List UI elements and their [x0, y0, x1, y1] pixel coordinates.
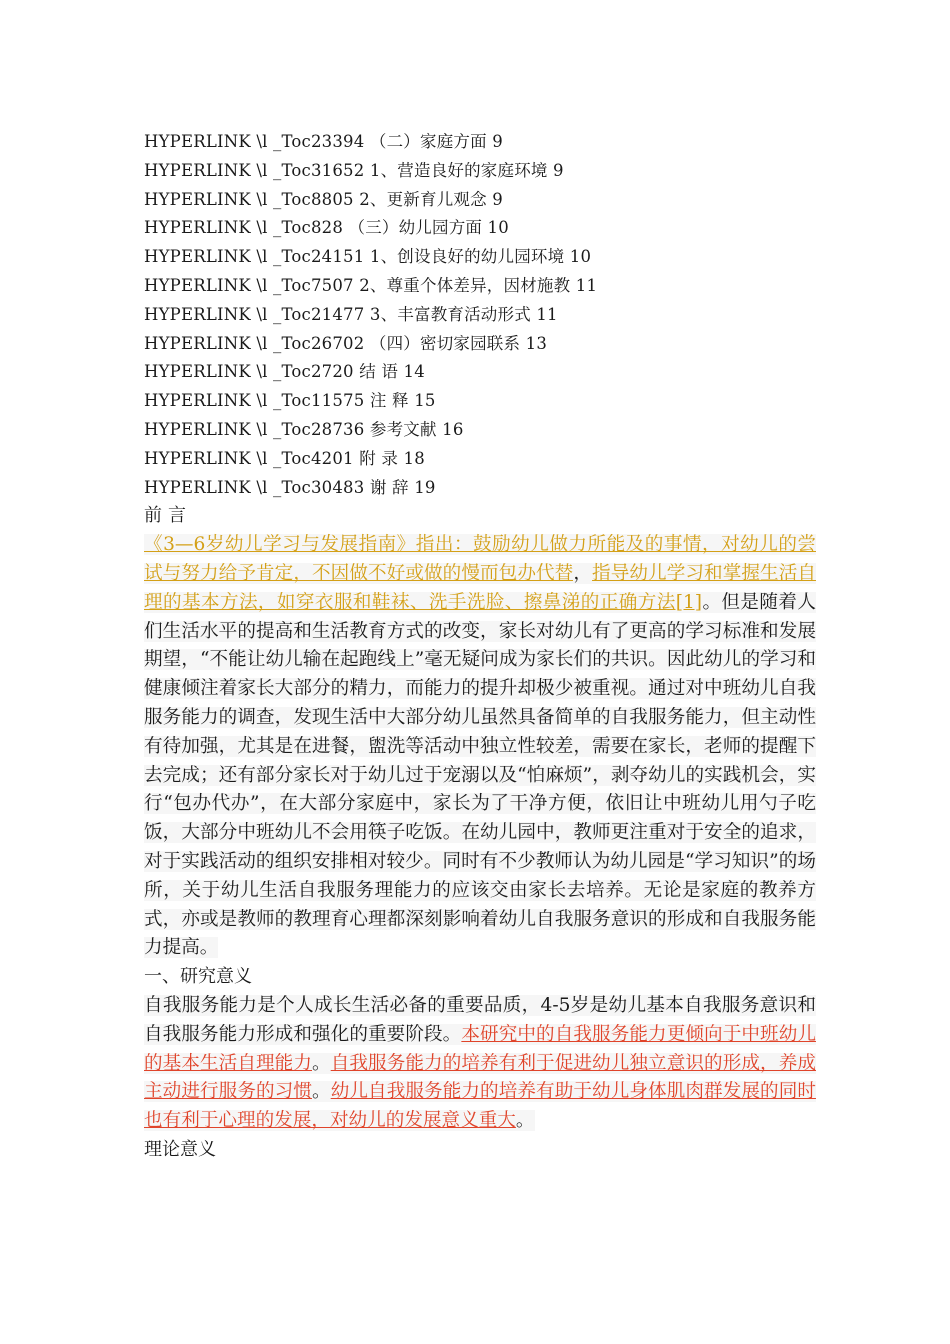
preface-paragraph: [144, 531, 816, 963]
toc-entry[interactable]: HYPERLINK \l _Toc8805 2、更新育儿观念 9: [144, 189, 503, 209]
toc-entry[interactable]: HYPERLINK \l _Toc4201 附 录 18: [144, 448, 425, 468]
toc-entry[interactable]: HYPERLINK \l _Toc31652 1、营造良好的家庭环境 9: [144, 160, 564, 180]
separator-text: 。: [515, 1110, 535, 1132]
development-link[interactable]: 幼儿自我服务能力的培养有助于幼儿身体肌肉群发展的同时也有利于心理的发展，对幼儿的发展意义重大: [144, 1081, 816, 1132]
preface-heading: 前言: [144, 505, 192, 527]
table-of-contents: [144, 128, 816, 502]
toc-entry[interactable]: HYPERLINK \l _Toc21477 3、丰富教育活动形式 11: [144, 304, 558, 324]
guideline-method-link[interactable]: 指导幼儿学习和掌握生活自理的基本方法，如穿衣服和鞋袜、洗手洗脸、擦鼻涕的正确方法[1]: [144, 562, 816, 613]
self-care-definition-link[interactable]: 本研究中的自我服务能力更倾向于中班幼儿的基本生活自理能力: [144, 1023, 816, 1074]
toc-entry[interactable]: HYPERLINK \l _Toc24151 1、创设良好的幼儿园环境 10: [144, 247, 592, 267]
separator-text: 。: [312, 1052, 331, 1074]
toc-entry[interactable]: HYPERLINK \l _Toc28736 参考文献 16: [144, 419, 464, 439]
toc-entry[interactable]: HYPERLINK \l _Toc30483 谢 辞 19: [144, 477, 436, 497]
section-heading-research-significance: 一、研究意义: [144, 966, 252, 988]
toc-entry[interactable]: HYPERLINK \l _Toc828 （三）幼儿园方面 10: [144, 218, 509, 238]
research-intro-text: 自我服务能力是个人成长生活必备的重要品质，4-5岁是幼儿基本自我服务意识和自我服务能力形成和强化的重要阶段。: [144, 994, 816, 1045]
toc-entry[interactable]: HYPERLINK \l _Toc11575 注 释 15: [144, 391, 436, 411]
research-significance-paragraph: [144, 992, 816, 1136]
toc-entry[interactable]: HYPERLINK \l _Toc7507 2、尊重个体差异，因材施教 11: [144, 275, 598, 295]
subheading-theoretical-significance: 理论意义: [144, 1138, 216, 1160]
guideline-citation-link[interactable]: 《3—6岁幼儿学习与发展指南》指出：鼓励幼儿做力所能及的事情，对幼儿的尝试与努力给予肯定，不因做不好或做的慢而包办代替: [144, 534, 816, 584]
preface-body-text: 。但是随着人们生活水平的提高和生活教育方式的改变，家长对幼儿有了更高的学习标准和发展期望，“不能让幼儿输在起跑线上”毫无疑问成为家长们的共识。因此幼儿的学习和健康倾注着家长大部分的精力，而能力的提升却极少被重视。通过对中班幼儿自我服务能力的调查，发现生活中大部分幼儿虽然具备简单的自我服务能力，但主动性有待加强，尤其是在进餐，盥洗等活动中独立性较差，需要在家长，老师的提醒下去完成；还有部分家长对于幼儿过于宠溺以及“怕麻烦”，剥夺幼儿的实践机会，实行“包办代办”，在大部分家庭中，家长为了干净方便，依旧让中班幼儿用勺子吃饭，大部分中班幼儿不会用筷子吃饭。在幼儿园中，教师更注重对于安全的追求，对于实践活动的组织安排相对较少。同时有不少教师认为幼儿园是“学习知识”的场所，关于幼儿生活自我服务理能力的应该交由家长去培养。无论是家庭的教养方式，亦或是教师的教理育心理都深刻影响着幼儿自我服务意识的形成和自我服务能力提高。: [144, 591, 816, 959]
toc-entry[interactable]: HYPERLINK \l _Toc2720 结 语 14: [144, 362, 425, 382]
separator-text: ，: [573, 562, 593, 584]
toc-entry[interactable]: HYPERLINK \l _Toc23394 （二）家庭方面 9: [144, 132, 503, 151]
independence-link[interactable]: 自我服务能力的培养有利于促进幼儿独立意识的形成，养成主动进行服务的习惯: [144, 1052, 816, 1103]
page-content: [144, 128, 816, 1165]
toc-entry[interactable]: HYPERLINK \l _Toc26702 （四）密切家园联系 13: [144, 333, 548, 353]
separator-text: 。: [312, 1081, 331, 1103]
